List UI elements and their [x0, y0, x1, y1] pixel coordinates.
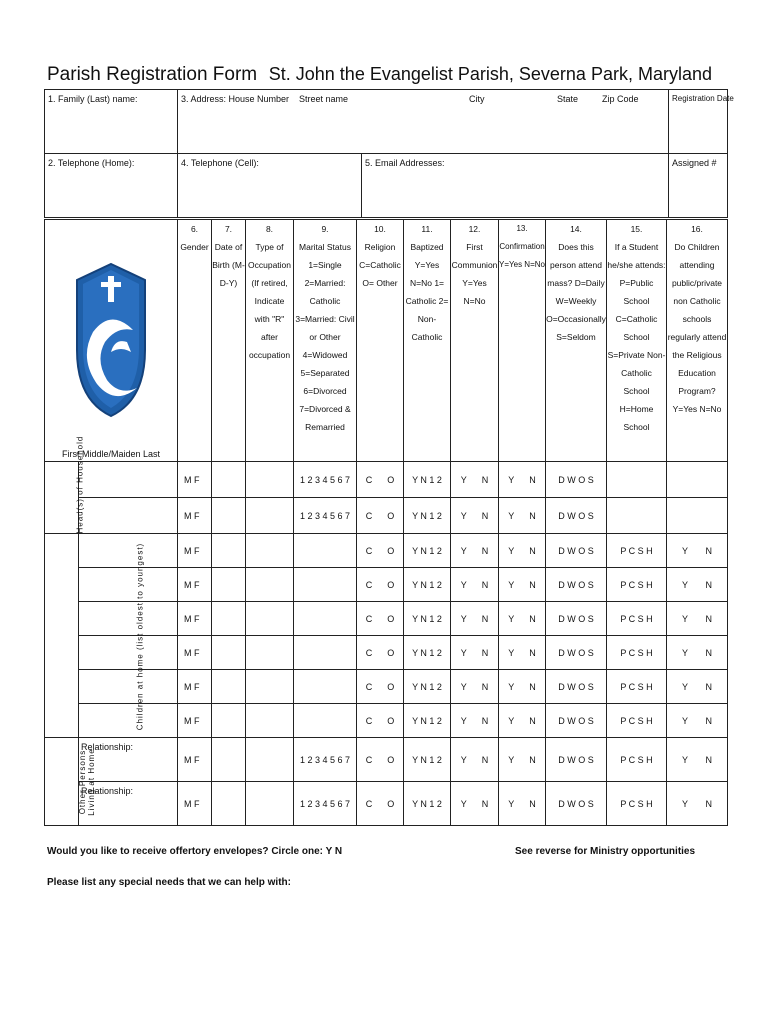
school-empty	[607, 462, 667, 498]
occupation-input[interactable]	[246, 670, 294, 704]
religious-ed-options[interactable]: Y N	[667, 782, 728, 826]
gender-options[interactable]: M F	[178, 498, 212, 534]
state-label: State	[557, 94, 579, 104]
baptized-options[interactable]: Y N 1 2	[404, 704, 451, 738]
zip-label: Zip Code	[602, 94, 639, 104]
parish-logo	[45, 260, 177, 425]
header-religion: 10. Religion C=Catholic O= Other	[357, 220, 404, 462]
occupation-input[interactable]	[246, 782, 294, 826]
confirmation-options[interactable]: Y N	[499, 534, 546, 568]
header-marital-status: 9. Marital Status 1=Single 2=Married: Catholic 3=Married: Civil or Other 4=Widowed 5=Separated 6=Divorced 7=Divorced & Remarried	[294, 220, 357, 462]
registration-date-cell[interactable]: Registration Date	[669, 90, 728, 154]
baptized-options[interactable]: Y N 1 2	[404, 738, 451, 782]
relationship-label: Relationship:	[81, 742, 134, 752]
gender-options[interactable]: M F	[178, 670, 212, 704]
first-communion-options[interactable]: Y N	[451, 704, 499, 738]
occupation-input[interactable]	[246, 498, 294, 534]
religious-ed-options[interactable]: Y N	[667, 670, 728, 704]
marital-empty	[294, 602, 357, 636]
baptized-options[interactable]: Y N 1 2	[404, 568, 451, 602]
first-communion-options[interactable]: Y N	[451, 670, 499, 704]
dob-input[interactable]	[212, 498, 246, 534]
family-info-table	[44, 89, 734, 218]
name-column-label: First Middle/Maiden Last	[61, 449, 161, 459]
religious-ed-empty	[667, 462, 728, 498]
religion-options[interactable]: C O	[357, 462, 404, 498]
religion-options[interactable]: C O	[357, 568, 404, 602]
section-heads-of-household: Head(s) of Household	[45, 462, 79, 534]
marital-empty	[294, 636, 357, 670]
name-input[interactable]	[79, 498, 178, 534]
header-gender: 6. Gender	[178, 220, 212, 462]
first-communion-options[interactable]: Y N	[451, 568, 499, 602]
school-options[interactable]: P C S H	[607, 782, 667, 826]
address-cell[interactable]	[178, 90, 669, 154]
relationship-label: Relationship:	[81, 786, 134, 796]
first-communion-options[interactable]: Y N	[451, 738, 499, 782]
marital-empty	[294, 704, 357, 738]
header-occupation: 8. Type of Occupation (If retired, Indicate with "R" after occupation	[246, 220, 294, 462]
special-needs-prompt: Please list any special needs that we can help with:	[47, 877, 291, 888]
religion-options[interactable]: C O	[357, 534, 404, 568]
confirmation-options[interactable]: Y N	[499, 568, 546, 602]
header-baptized: 11. Baptized Y=Yes N=No 1= Catholic 2= Non-Catholic	[404, 220, 451, 462]
section-other-persons: Other Persons Living at Home	[45, 738, 79, 826]
assigned-cell[interactable]: Assigned #	[669, 154, 728, 218]
mass-options[interactable]: D W O S	[546, 568, 607, 602]
first-communion-options[interactable]: Y N	[451, 782, 499, 826]
first-communion-options[interactable]: Y N	[451, 534, 499, 568]
religious-ed-options[interactable]: Y N	[667, 704, 728, 738]
baptized-options[interactable]: Y N 1 2	[404, 534, 451, 568]
dob-input[interactable]	[212, 602, 246, 636]
gender-options[interactable]: M F	[178, 534, 212, 568]
confirmation-options[interactable]: Y N	[499, 670, 546, 704]
baptized-options[interactable]: Y N 1 2	[404, 602, 451, 636]
occupation-input[interactable]	[246, 704, 294, 738]
first-communion-options[interactable]: Y N	[451, 462, 499, 498]
marital-empty	[294, 534, 357, 568]
confirmation-options[interactable]: Y N	[499, 738, 546, 782]
religious-ed-empty	[667, 498, 728, 534]
religion-options[interactable]: C O	[357, 670, 404, 704]
mass-options[interactable]: D W O S	[546, 462, 607, 498]
school-options[interactable]: P C S H	[607, 534, 667, 568]
marital-options[interactable]: 1 2 3 4 5 6 7	[294, 738, 357, 782]
family-name-cell[interactable]: 1. Family (Last) name:	[45, 90, 178, 154]
header-confirmation: 13. Confirmation Y=Yes N=No	[499, 220, 546, 462]
marital-options[interactable]: 1 2 3 4 5 6 7	[294, 498, 357, 534]
name-input[interactable]	[79, 534, 178, 568]
religious-ed-options[interactable]: Y N	[667, 636, 728, 670]
confirmation-options[interactable]: Y N	[499, 602, 546, 636]
parish-title: St. John the Evangelist Parish, Severna Park, Maryland	[268, 64, 712, 84]
first-communion-options[interactable]: Y N	[451, 636, 499, 670]
confirmation-options[interactable]: Y N	[499, 782, 546, 826]
gender-options[interactable]: M F	[178, 704, 212, 738]
occupation-input[interactable]	[246, 568, 294, 602]
name-input[interactable]	[79, 462, 178, 498]
baptized-options[interactable]: Y N 1 2	[404, 670, 451, 704]
name-input[interactable]	[79, 704, 178, 738]
marital-empty	[294, 568, 357, 602]
dob-input[interactable]	[212, 568, 246, 602]
marital-empty	[294, 670, 357, 704]
gender-options[interactable]: M F	[178, 568, 212, 602]
confirmation-options[interactable]: Y N	[499, 462, 546, 498]
first-communion-options[interactable]: Y N	[451, 602, 499, 636]
logo-cell	[45, 220, 178, 462]
school-options[interactable]: P C S H	[607, 704, 667, 738]
religious-ed-options[interactable]: Y N	[667, 568, 728, 602]
religion-options[interactable]: C O	[357, 704, 404, 738]
gender-options[interactable]: M F	[178, 602, 212, 636]
mass-options[interactable]: D W O S	[546, 534, 607, 568]
religion-options[interactable]: C O	[357, 636, 404, 670]
dob-input[interactable]	[212, 738, 246, 782]
name-input[interactable]	[79, 568, 178, 602]
city-label: City	[469, 94, 485, 104]
dob-input[interactable]	[212, 636, 246, 670]
header-mass-attendance: 14. Does this person attend mass? D=Daily W=Weekly O=Occasionally S=Seldom	[546, 220, 607, 462]
school-empty	[607, 498, 667, 534]
dob-input[interactable]	[212, 534, 246, 568]
religious-ed-options[interactable]: Y N	[667, 534, 728, 568]
gender-options[interactable]: M F	[178, 738, 212, 782]
header-student-school: 15. If a Student he/she attends: P=Public School C=Catholic School S=Private Non-Catholic School H=Home School	[607, 220, 667, 462]
telephone-cell-cell[interactable]: 4. Telephone (Cell):	[178, 154, 362, 218]
street-label: Street name	[299, 94, 349, 104]
ministry-note: See reverse for Ministry opportunities	[515, 846, 696, 857]
name-input[interactable]	[79, 602, 178, 636]
marital-options[interactable]: 1 2 3 4 5 6 7	[294, 462, 357, 498]
marital-options[interactable]: 1 2 3 4 5 6 7	[294, 782, 357, 826]
header-religious-education: 16. Do Children attending public/private non Catholic schools regularly attend the Religious Education Program? Y=Yes N=No	[667, 220, 728, 462]
religion-options[interactable]: C O	[357, 782, 404, 826]
confirmation-options[interactable]: Y N	[499, 498, 546, 534]
occupation-input[interactable]	[246, 462, 294, 498]
name-input[interactable]	[79, 670, 178, 704]
school-options[interactable]: P C S H	[607, 738, 667, 782]
mass-options[interactable]: D W O S	[546, 498, 607, 534]
school-options[interactable]: P C S H	[607, 636, 667, 670]
religion-options[interactable]: C O	[357, 498, 404, 534]
gender-options[interactable]: M F	[178, 636, 212, 670]
dob-input[interactable]	[212, 704, 246, 738]
mass-options[interactable]: D W O S	[546, 636, 607, 670]
religion-options[interactable]: C O	[357, 602, 404, 636]
occupation-input[interactable]	[246, 534, 294, 568]
religion-options[interactable]: C O	[357, 738, 404, 782]
mass-options[interactable]: D W O S	[546, 602, 607, 636]
gender-options[interactable]: M F	[178, 462, 212, 498]
mass-options[interactable]: D W O S	[546, 704, 607, 738]
school-options[interactable]: P C S H	[607, 568, 667, 602]
header-first-communion: 12. First Communion Y=Yes N=No	[451, 220, 499, 462]
baptized-options[interactable]: Y N 1 2	[404, 498, 451, 534]
occupation-input[interactable]	[246, 738, 294, 782]
baptized-options[interactable]: Y N 1 2	[404, 782, 451, 826]
occupation-input[interactable]	[246, 636, 294, 670]
dob-input[interactable]	[212, 670, 246, 704]
school-options[interactable]: P C S H	[607, 670, 667, 704]
mass-options[interactable]: D W O S	[546, 670, 607, 704]
address-label: 3. Address: House Number	[181, 94, 290, 104]
confirmation-options[interactable]: Y N	[499, 704, 546, 738]
first-communion-options[interactable]: Y N	[451, 498, 499, 534]
occupation-input[interactable]	[246, 602, 294, 636]
mass-options[interactable]: D W O S	[546, 782, 607, 826]
mass-options[interactable]: D W O S	[546, 738, 607, 782]
name-input[interactable]	[79, 636, 178, 670]
telephone-home-cell[interactable]: 2. Telephone (Home):	[45, 154, 178, 218]
form-title: Parish Registration Form	[47, 64, 258, 85]
school-options[interactable]: P C S H	[607, 602, 667, 636]
household-members-table	[44, 219, 728, 826]
header-date-of-birth: 7. Date of Birth (M-D-Y)	[212, 220, 246, 462]
baptized-options[interactable]: Y N 1 2	[404, 462, 451, 498]
dob-input[interactable]	[212, 462, 246, 498]
religious-ed-options[interactable]: Y N	[667, 602, 728, 636]
email-cell[interactable]: 5. Email Addresses:	[362, 154, 669, 218]
envelopes-question: Would you like to receive offertory envelopes? Circle one: Y N	[47, 846, 343, 857]
dob-input[interactable]	[212, 782, 246, 826]
section-children-at-home: Children at home (list oldest to youngest)	[45, 534, 79, 738]
gender-options[interactable]: M F	[178, 782, 212, 826]
confirmation-options[interactable]: Y N	[499, 636, 546, 670]
baptized-options[interactable]: Y N 1 2	[404, 636, 451, 670]
religious-ed-options[interactable]: Y N	[667, 738, 728, 782]
